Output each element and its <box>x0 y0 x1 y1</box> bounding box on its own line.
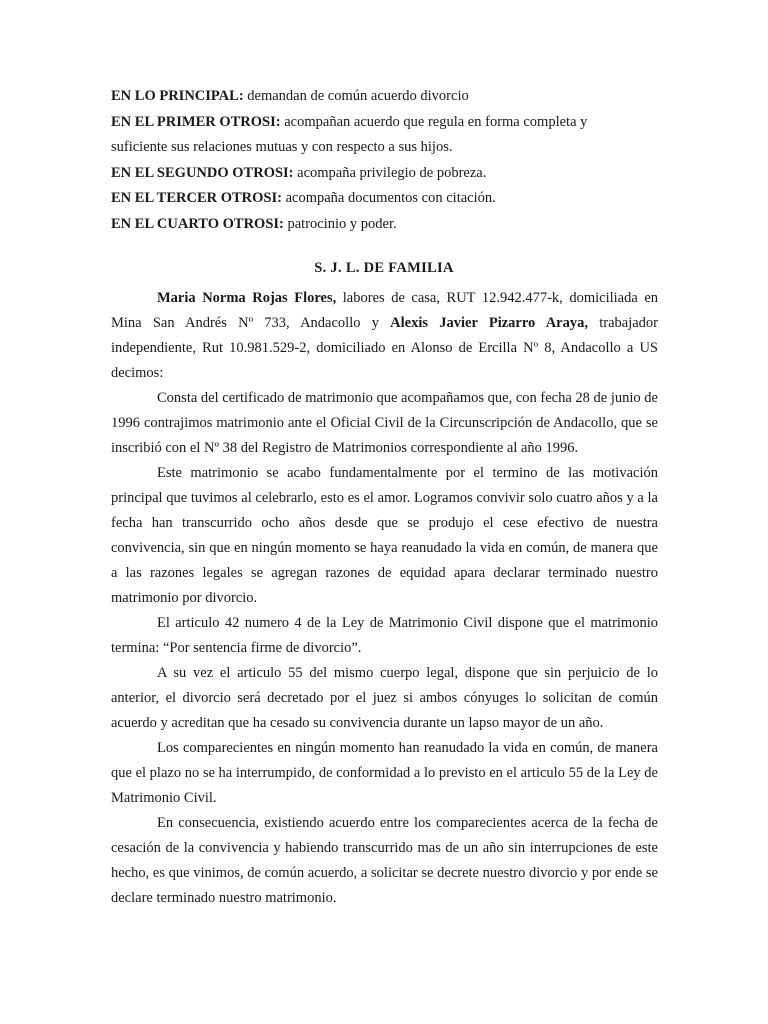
summary-label: EN EL CUARTO OTROSI: <box>111 215 284 232</box>
body-paragraph: El articulo 42 numero 4 de la Ley de Matrimonio Civil dispone que el matrimonio termina: “Por sentencia firme de divorcio”. <box>111 615 658 656</box>
party-details-1: labores de casa, RUT 12.942.477-k, domiciliada en Mina San Andrés Nº 733, Andacollo y <box>111 290 659 331</box>
party-name-2: Alexis Javier Pizarro Araya, <box>390 315 588 331</box>
summary-segundo-otrosi <box>111 161 631 187</box>
body-paragraph: Consta del certificado de matrimonio que acompañamos que, con fecha 28 de junio de 1996 contrajimos matrimonio ante el Oficial Civil de la Circunscripción de Andacollo, que se inscribió con el Nº 38 del Registro de Matrimonios correspondiente al año 1996. <box>111 390 658 456</box>
summary-text: acompañan acuerdo que regula en forma completa y suficiente sus relaciones mutuas y con respecto a sus hijos. <box>111 113 588 156</box>
summary-text: acompaña documentos con citación. <box>281 190 496 207</box>
summary-label: EN EL SEGUNDO OTROSI: <box>111 164 294 181</box>
summary-text: demandan de común acuerdo divorcio <box>243 88 469 104</box>
document-body <box>111 286 658 911</box>
intro-paragraph <box>111 286 658 386</box>
summary-label: EN EL TERCER OTROSI: <box>111 190 282 207</box>
body-paragraph: Este matrimonio se acabo fundamentalmente por el termino de las motivación principal que tuvimos al celebrarlo, esto es el amor. Logramos convivir solo cuatro años y a la fecha han transcurrido ocho años desde que se produjo el cese efectivo de nuestra convivencia, sin que en ningún momento se haya reanudado la vida en común, de manera que a las razones legales se agregan razones de equidad apara declarar terminado nuestro matrimonio por divorcio. <box>111 465 658 606</box>
summary-label: EN EL PRIMER OTROSI: <box>111 113 281 130</box>
petition-summary <box>111 84 631 238</box>
summary-principal <box>111 84 631 110</box>
summary-label: EN LO PRINCIPAL: <box>111 88 244 104</box>
party-details-2: trabajador independiente, Rut 10.981.529-2, domiciliado en Alonso de Ercilla Nº 8, Andacollo a US decimos: <box>111 315 658 381</box>
body-paragraph: Los comparecientes en ningún momento han reanudado la vida en común, de manera que el plazo no se ha interrumpido, de conformidad a lo previsto en el articulo 55 de la Ley de Matrimonio Civil. <box>111 740 658 806</box>
court-heading: S. J. L. DE FAMILIA <box>314 260 454 276</box>
body-paragraph: En consecuencia, existiendo acuerdo entre los comparecientes acerca de la fecha de cesación de la convivencia y habiendo transcurrido mas de un año sin interrupciones de este hecho, es que vinimos, de común acuerdo, a solicitar se decrete nuestro divorcio y por ende se declare terminado nuestro matrimonio. <box>111 815 658 906</box>
summary-primer-otrosi <box>111 110 631 161</box>
party-name-1: Maria Norma Rojas Flores, <box>157 290 337 306</box>
summary-tercer-otrosi <box>111 186 631 212</box>
body-paragraph: A su vez el articulo 55 del mismo cuerpo legal, dispone que sin perjuicio de lo anterior, el divorcio será decretado por el juez si ambos cónyuges lo solicitan de común acuerdo y acreditan que ha cesado su convivencia durante un lapso mayor de un año. <box>111 665 658 731</box>
summary-cuarto-otrosi <box>111 212 631 238</box>
summary-text: acompaña privilegio de pobreza. <box>293 164 487 181</box>
summary-text: patrocinio y poder. <box>283 215 397 232</box>
